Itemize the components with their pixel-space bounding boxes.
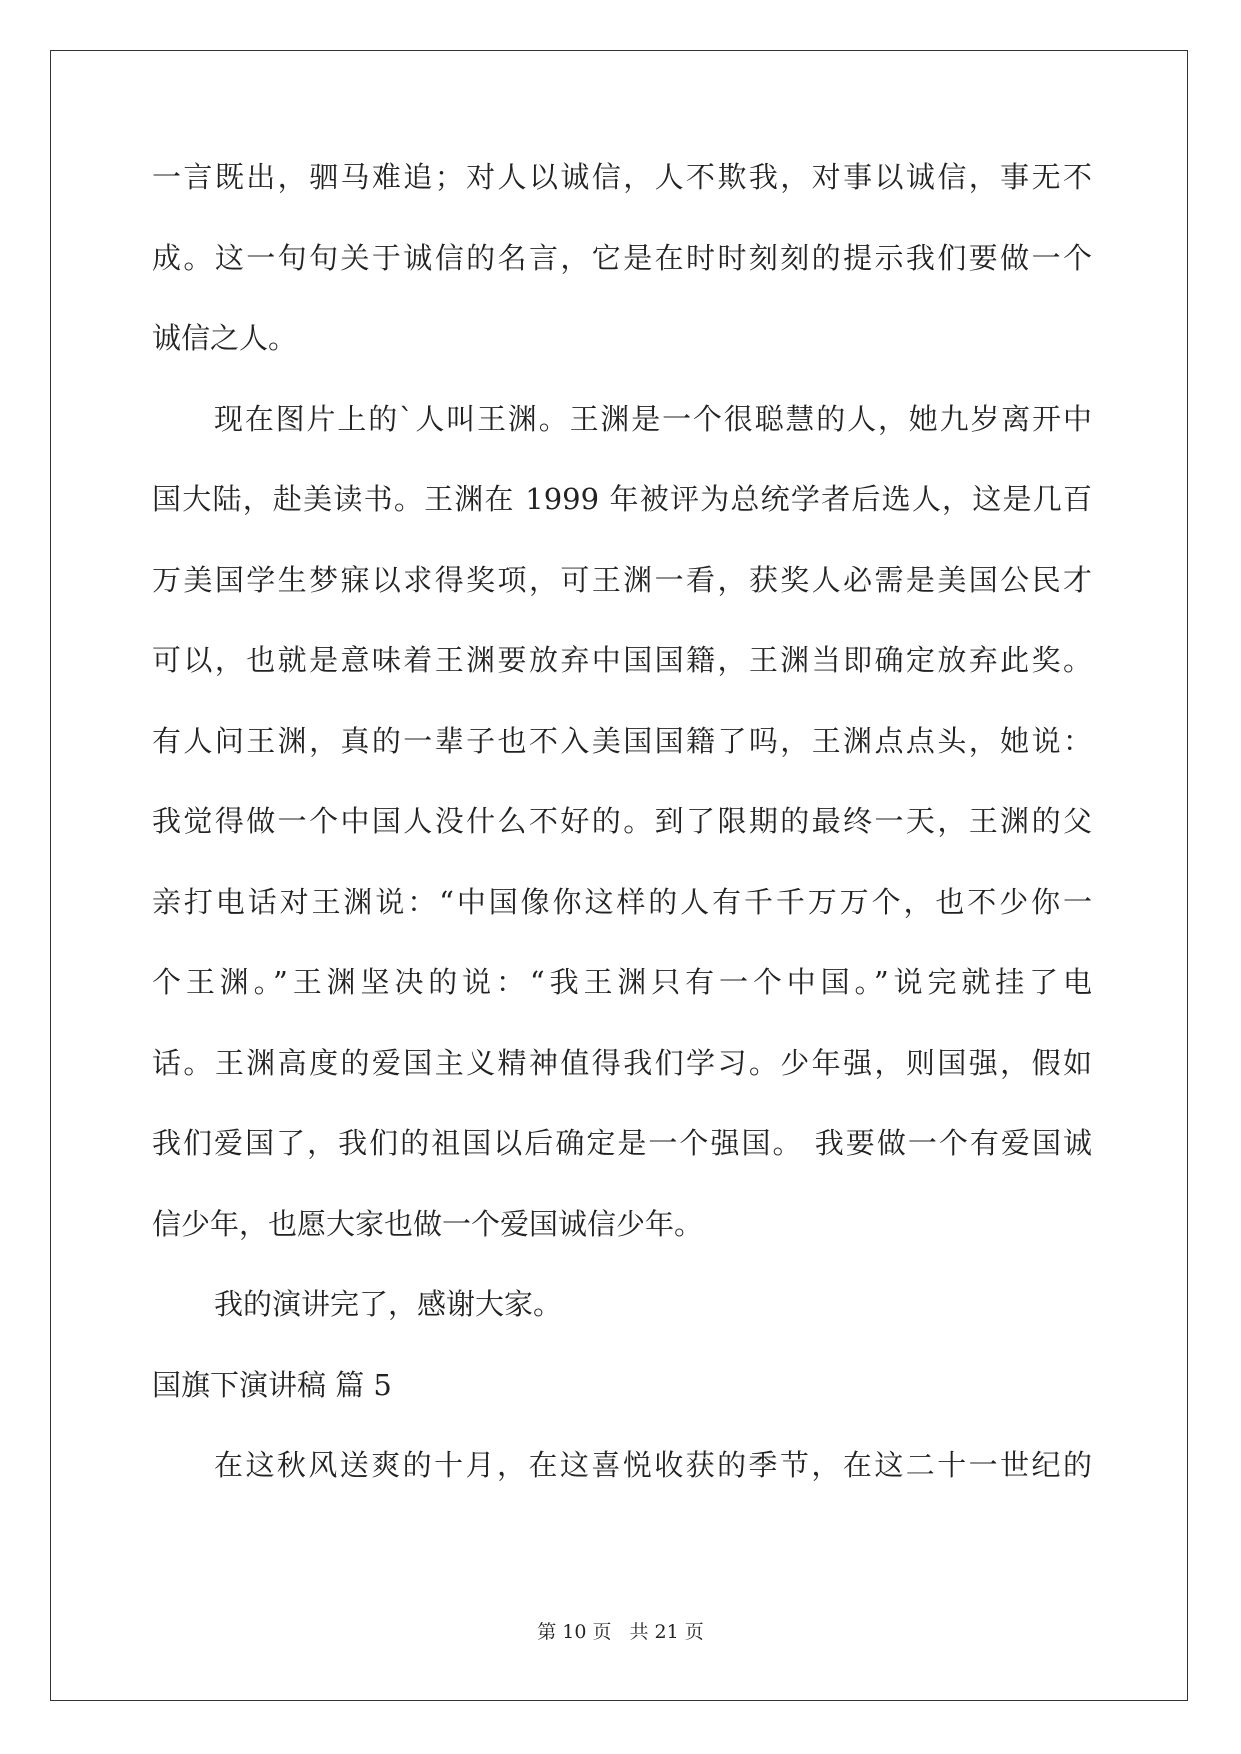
page-total: 共 21 页 — [629, 1621, 704, 1643]
text-line: 可以，也就是意味着王渊要放弃中国国籍，王渊当即确定放弃此奖。 — [152, 643, 1092, 677]
text-line: 我们爱国了，我们的祖国以后确定是一个强国。 我要做一个有爱国诚 — [152, 1126, 1092, 1160]
text-line: 万美国学生梦寐以求得奖项，可王渊一看，获奖人必需是美国公民才 — [152, 562, 1092, 597]
text-line: 信少年，也愿大家也做一个爱国诚信少年。 — [152, 1206, 704, 1241]
text-line: 有人问王渊，真的一辈子也不入美国国籍了吗，王渊点点头，她说： — [152, 723, 1092, 758]
page-footer — [0, 1617, 1241, 1644]
document-body — [152, 158, 1092, 1527]
text-line: 我的演讲完了，感谢大家。 — [214, 1287, 563, 1321]
text-line: 我觉得做一个中国人没什么不好的。到了限期的最终一天，王渊的父 — [152, 804, 1092, 838]
text-line: 成。这一句句关于诚信的名言，它是在时时刻刻的提示我们要做一个 — [152, 240, 1092, 275]
text-line: 话。王渊高度的爱国主义精神值得我们学习。少年强，则国强，假如 — [152, 1045, 1092, 1080]
page-number: 第 10 页 — [537, 1621, 612, 1643]
text-line: 一言既出，驷马难追；对人以诚信，人不欺我，对事以诚信，事无不 — [152, 160, 1092, 194]
text-line: 诚信之人。 — [152, 321, 298, 355]
text-line: 在这秋风送爽的十月，在这喜悦收获的季节，在这二十一世纪的 — [214, 1448, 1092, 1482]
section-heading: 国旗下演讲稿 篇 5 — [152, 1367, 392, 1402]
text-line: 个王渊。”王渊坚决的说：“我王渊只有一个中国。”说完就挂了电 — [152, 965, 1092, 999]
text-line: 国大陆，赴美读书。王渊在 1999 年被评为总统学者后选人，这是几百 — [152, 482, 1092, 516]
text-line: 现在图片上的`人叫王渊。王渊是一个很聪慧的人，她九岁离开中 — [214, 401, 1092, 436]
text-line: 亲打电话对王渊说：“中国像你这样的人有千千万万个，也不少你一 — [152, 884, 1092, 919]
